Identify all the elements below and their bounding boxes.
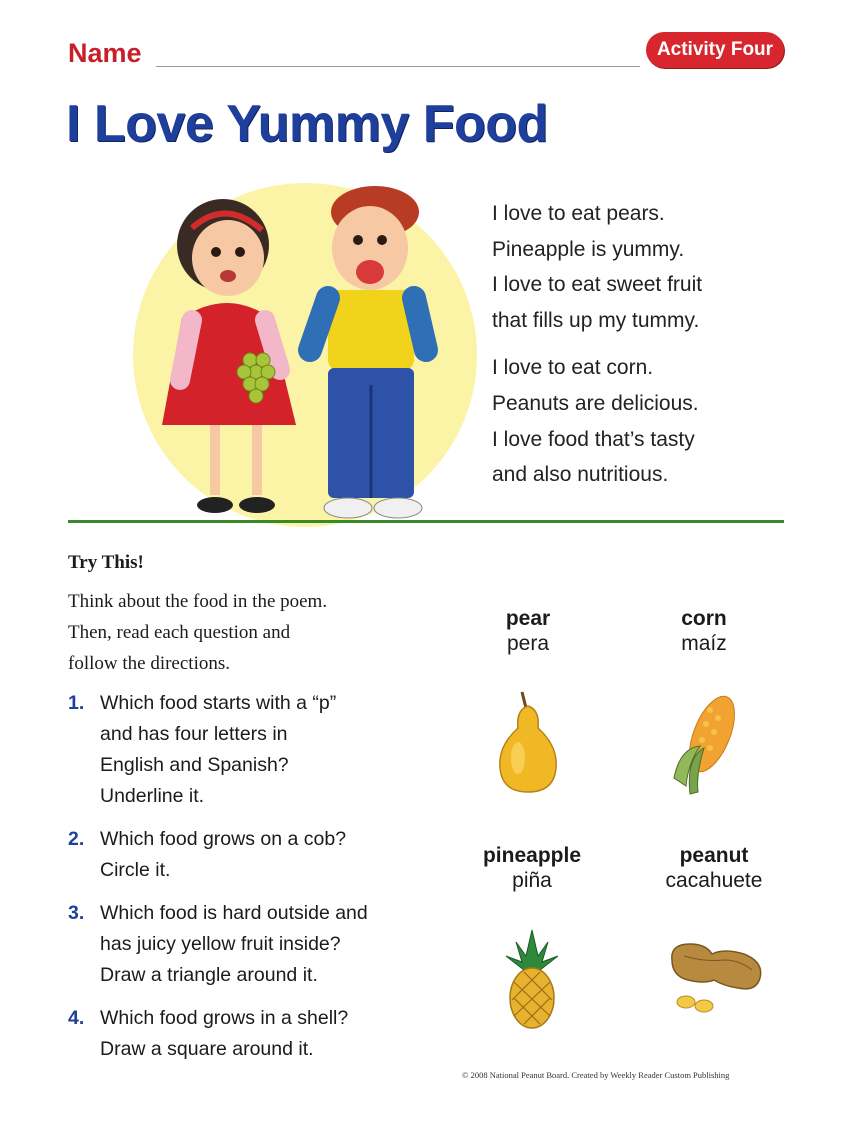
poem-line: I love to eat corn. [492,356,654,380]
question-line: has juicy yellow fruit inside? [100,933,341,955]
page-title: I Love Yummy Food [66,95,548,153]
food-name-spanish: maíz [681,632,727,655]
question-line: Which food grows in a shell? [100,1007,349,1029]
food-name-spanish: pera [506,632,550,655]
poem-line: I love to eat sweet fruit [492,273,703,297]
food-label-pineapple [460,843,604,893]
food-label-corn [642,606,766,656]
kids-eating-illustration [120,170,480,530]
copyright-notice: © 2008 National Peanut Board. Created by Weekly Reader Custom Publishing [462,1070,730,1080]
poem-stanza [492,350,802,492]
poem-stanza [492,196,802,338]
question-item [68,824,438,886]
question-line: Circle it. [100,859,171,881]
question-item [68,1003,438,1065]
food-label-pear [466,606,590,656]
question-number: 4. [68,1007,85,1029]
question-number: 3. [68,902,85,924]
food-name-english: pear [505,607,551,630]
poem [492,196,802,505]
intro-line: Think about the food in the poem. [68,591,328,612]
intro-line: Then, read each question and [68,622,291,643]
corn-icon [660,688,744,800]
poem-line: that fills up my tummy. [492,308,700,332]
question-text [100,824,346,886]
poem-line: Peanuts are delicious. [492,391,699,415]
question-line: Which food is hard outside and [100,902,368,924]
name-write-line [156,66,640,67]
poem-line: I love to eat pears. [492,202,665,225]
question-line: English and Spanish? [100,754,289,776]
question-text [100,688,336,812]
question-line: Draw a square around it. [100,1038,314,1060]
food-name-spanish: cacahuete [665,869,763,892]
food-name-english: corn [681,607,727,630]
question-line: Underline it. [100,785,205,807]
food-name-english: pineapple [482,844,582,867]
question-line: Which food starts with a “p” [100,692,337,714]
question-line: Draw a triangle around it. [100,964,318,986]
question-text [100,1003,348,1065]
question-list [68,688,438,1077]
food-name-english: peanut [679,844,749,867]
peanut-icon [664,936,768,1014]
question-line: and has four letters in [100,723,288,745]
activity-badge: Activity Four [646,32,784,68]
poem-line: Pineapple is yummy. [492,237,685,261]
pear-icon [492,688,564,796]
food-name-spanish: piña [512,869,552,892]
question-number: 2. [68,828,85,850]
question-item [68,688,438,812]
question-text [100,898,368,991]
name-label: Name [68,38,142,68]
pineapple-icon [500,926,564,1030]
poem-line: I love food that’s tasty [492,427,695,451]
question-line: Which food grows on a cob? [100,828,347,850]
try-this-intro [68,586,448,679]
food-label-peanut [640,843,788,893]
section-divider [68,520,784,523]
poem-line: and also nutritious. [492,463,669,487]
try-this-heading: Try This! [68,552,144,573]
question-number: 1. [68,692,85,714]
intro-line: follow the directions. [68,653,230,674]
question-item [68,898,438,991]
